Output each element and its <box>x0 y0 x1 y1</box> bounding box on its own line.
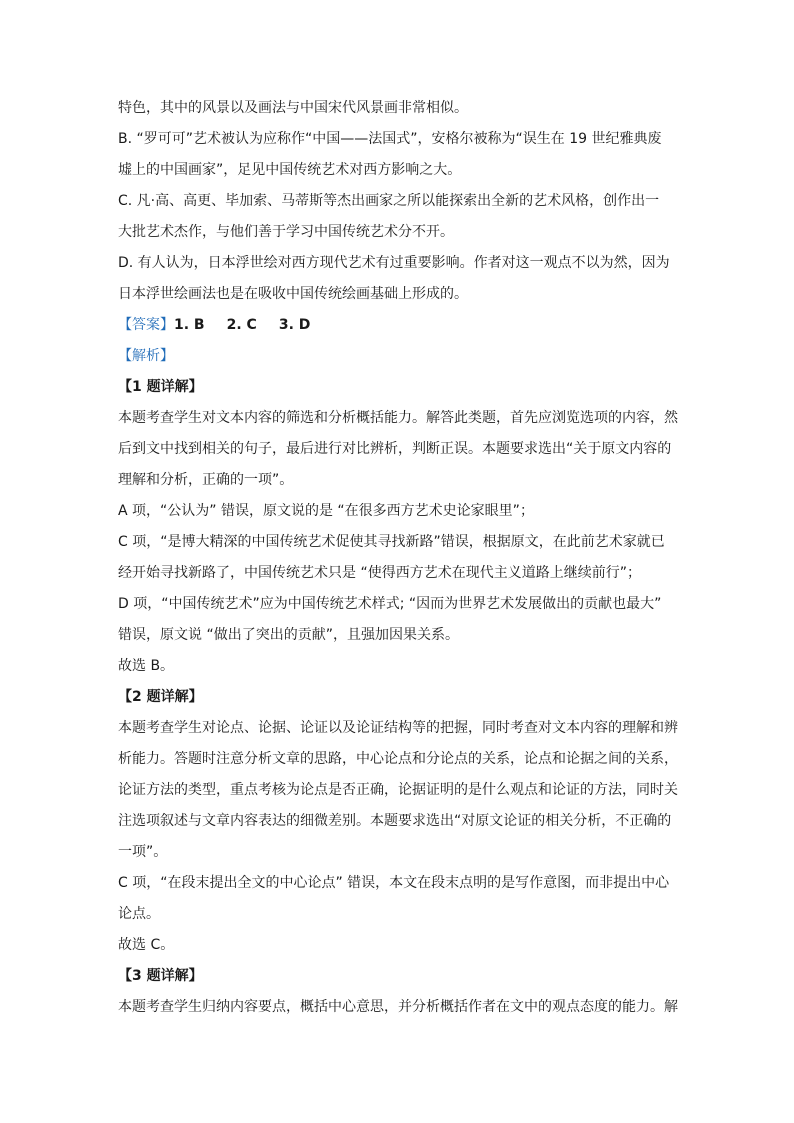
option-c-line: 大批艺术杰作，与他们善于学习中国传统艺术分不开。 <box>118 224 454 240</box>
q1-line: 后到文中找到相关的句子，最后进行对比辨析，判断正误。本题要求选出“关于原文内容的 <box>118 441 672 457</box>
answer-item: 2. C <box>226 317 257 333</box>
q2-line: 析能力。答题时注意分析文章的思路，中心论点和分论点的关系，论点和论据之间的关系， <box>118 751 678 767</box>
option-d-line: D. 有人认为，日本浮世绘对西方现代艺术有过重要影响。作者对这一观点不以为然，因为 <box>118 255 670 271</box>
q1-line: D 项，“中国传统艺术”应为中国传统艺术样式; “因而为世界艺术发展做出的贡献也最大” <box>118 596 662 612</box>
q3-section <box>118 966 678 1017</box>
answer-values <box>174 317 332 333</box>
q1-line: C 项，“是博大精深的中国传统艺术促使其寻找新路”错误，根据原文，在此前艺术家就已 <box>118 534 665 550</box>
q1-line: A 项，“公认为” 错误，原文说的是 “在很多西方艺术史论家眼里”； <box>118 503 534 519</box>
q1-heading: 【1 题详解】 <box>118 379 203 395</box>
option-c <box>118 191 678 242</box>
option-b-line: 墟上的中国画家”，足见中国传统艺术对西方影响之大。 <box>118 162 462 178</box>
q1-line: 错误，原文说 “做出了突出的贡献”，且强加因果关系。 <box>118 627 459 643</box>
answer-item: 3. D <box>278 317 311 333</box>
document-page <box>118 98 678 1017</box>
option-d <box>118 253 678 304</box>
q2-line: 故选 C。 <box>118 937 175 953</box>
option-c-line: C. 凡·高、高更、毕加索、马蒂斯等杰出画家之所以能探索出全新的艺术风格，创作出一 <box>118 193 660 209</box>
q1-line: 故选 B。 <box>118 658 175 674</box>
answer-tag: 【答案】 <box>118 317 174 333</box>
answer-item: 1. B <box>174 317 205 333</box>
q3-heading: 【3 题详解】 <box>118 968 203 984</box>
q2-line: 论点。 <box>118 906 160 922</box>
q1-line: 本题考查学生对文本内容的筛选和分析概括能力。解答此类题，首先应浏览选项的内容，然 <box>118 410 678 426</box>
option-d-line: 日本浮世绘画法也是在吸收中国传统绘画基础上形成的。 <box>118 286 468 302</box>
q1-section <box>118 377 678 676</box>
option-b-line: B. “罗可可”艺术被认为应称作“中国——法国式”，安格尔被称为“误生在 19 世纪雅典废 <box>118 131 662 147</box>
q3-line: 本题考查学生归纳内容要点，概括中心意思，并分析概括作者在文中的观点态度的能力。解 <box>118 999 678 1015</box>
q2-line: 注选项叙述与文章内容表达的细微差别。本题要求选出“对原文论证的相关分析，不正确的 <box>118 813 672 829</box>
q2-line: C 项，“在段末提出全文的中心论点” 错误，本文在段末点明的是写作意图，而非提出中心 <box>118 875 670 891</box>
q2-section <box>118 687 678 955</box>
q1-line: 理解和分析，正确的一项”。 <box>118 472 294 488</box>
q2-heading: 【2 题详解】 <box>118 689 203 705</box>
q2-line: 一项”。 <box>118 844 168 860</box>
answer-line <box>118 315 678 335</box>
analysis-tag: 【解析】 <box>118 348 174 364</box>
q2-line: 本题考查学生对论点、论据、论证以及论证结构等的把握，同时考查对文本内容的理解和辨 <box>118 720 678 736</box>
option-b <box>118 129 678 180</box>
option-a-tail: 特色，其中的风景以及画法与中国宋代风景画非常相似。 <box>118 100 468 116</box>
q2-line: 论证方法的类型，重点考核为论点是否正确，论据证明的是什么观点和论证的方法，同时关 <box>118 782 678 798</box>
q1-line: 经开始寻找新路了，中国传统艺术只是 “使得西方艺术在现代主义道路上继续前行”； <box>118 565 641 581</box>
